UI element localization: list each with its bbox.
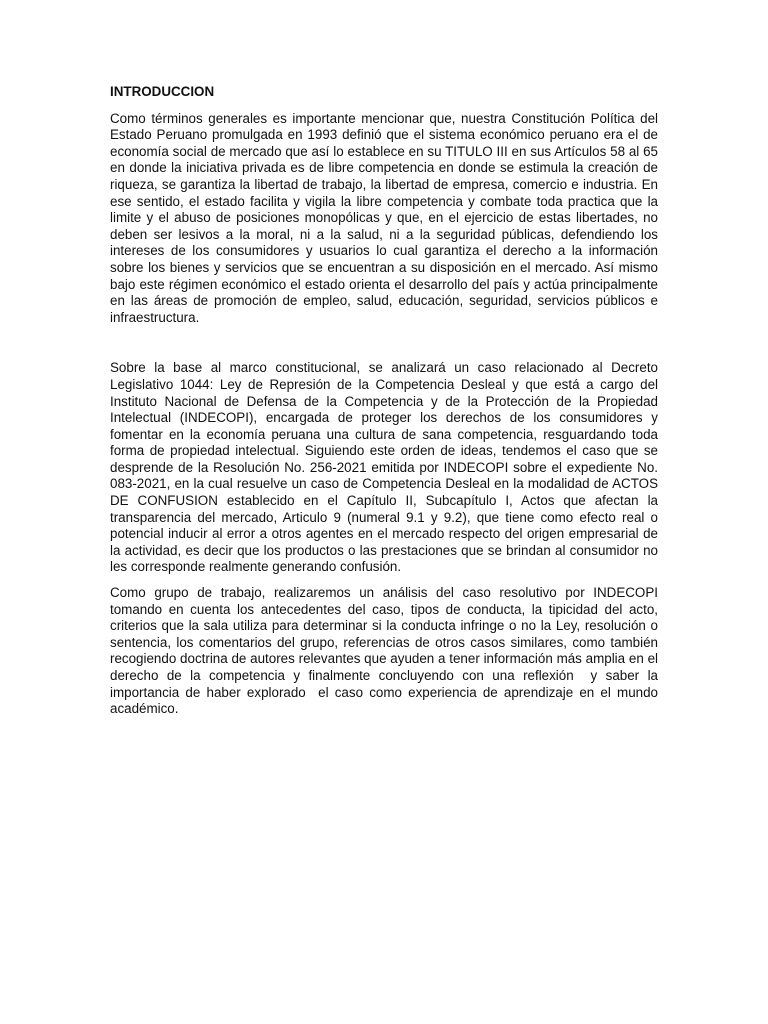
paragraph-work-plan: Como grupo de trabajo, realizaremos un análisis del caso resolutivo por INDECOPI tomando en cuenta los antecedentes del caso, tipos de conducta, la tipicidad del acto, criterios que la sala utiliza para determinar si la conducta infringe o no la Ley, resolución o sentencia, los comentarios del grupo, referencias de otros casos similares, como también recogiendo doctrina de autores relevantes que ayuden a tener información más amplia en el derecho de la competencia y finalmente concluyendo con una reflexión y saber la importancia de haber explorado el caso como experiencia de aprendizaje en el mundo académico. [110, 585, 662, 717]
document-heading: INTRODUCCION [110, 84, 215, 99]
paragraph-intro: Como términos generales es importante mencionar que, nuestra Constitución Política del Estado Peruano promulgada en 1993 definió que el sistema económico peruano era el de economía social de mercado que así lo establece en su TITULO III en sus Artículos 58 al 65 en donde la iniciativa privada es de libre competencia en donde se estimula la creación de riqueza, se garantiza la libertad de trabajo, la libertad de empresa, comercio e industria. En ese sentido, el estado facilita y vigila la libre competencia y combate toda practica que la limite y el abuso de posiciones monopólicas y que, en el ejercicio de estas libertades, no deben ser lesivos a la moral, ni a la salud, ni a la seguridad públicas, defendiendo los intereses de los consumidores y usuarios lo cual garantiza el derecho a la información sobre los bienes y servicios que se encuentran a su disposición en el mercado. Así mismo bajo este régimen económico el estado orienta el desarrollo del país y actúa principalmente en las áreas de promoción de empleo, salud, educación, seguridad, servicios públicos e infraestructura. [110, 110, 662, 325]
paragraph-case-context: Sobre la base al marco constitucional, se analizará un caso relacionado al Decreto Legislativo 1044: Ley de Represión de la Competencia Desleal y que está a cargo del Instituto Nacional de Defensa de la Competencia y de la Protección de la Propiedad Intelectual (INDECOPI), encargada de proteger los derechos de los consumidores y fomentar en la economía peruana una cultura de sana competencia, resguardando toda forma de propiedad intelectual. Siguiendo este orden de ideas, tendemos el caso que se desprende de la Resolución No. 256-2021 emitida por INDECOPI sobre el expediente No. 083-2021, en la cual resuelve un caso de Competencia Desleal en la modalidad de ACTOS DE CONFUSION establecido en el Capítulo II, Subcapítulo I, Actos que afectan la transparencia del mercado, Articulo 9 (numeral 9.1 y 9.2), que tiene como efecto real o potencial inducir al error a otros agentes en el mercado respecto del origen empresarial de la actividad, es decir que los productos o las prestaciones que se brindan al consumidor no les corresponde realmente generando confusión. [110, 360, 662, 575]
document-page [110, 84, 662, 718]
